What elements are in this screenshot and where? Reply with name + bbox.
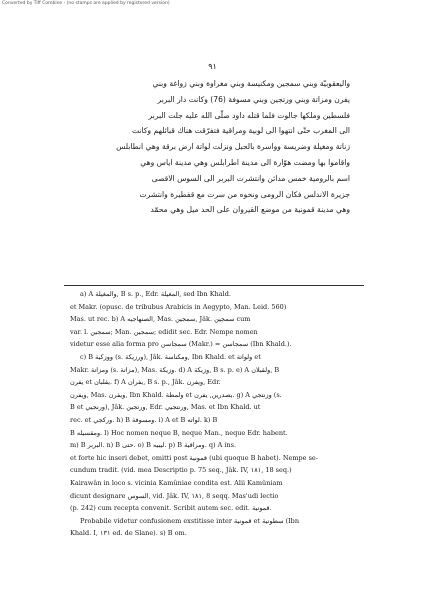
- arabic-text-line: اسم بالرومية خمس مدائن وانتشرت البربر الى السوس الاقصى: [151, 173, 350, 183]
- page-number: ٩١: [208, 62, 217, 71]
- footnote-divider: [64, 285, 364, 286]
- footnote-line: m) B البربر. n) B حتى. o) B ليبيه. p) B ومراقية. q) A ins.: [70, 441, 237, 450]
- footnote-line: B et ورنجيي), Jâk. ورتجين, Edr. ورنتجيي, Mas. et Ibn Khald. ut: [70, 403, 261, 412]
- footnote-line: dicunt designare السوس, vid. Jâk. IV, ۱۸۱, 8 seqq. Masʿudi lectio: [70, 491, 279, 500]
- footnote-line: يفرن et يقلبان. f) A بفران, B s. p., Jâk. ويفرن, Edr.: [70, 378, 221, 387]
- arabic-text-line: وهي مدينة قمونية من موضع القيروان على الحد ميل وهي محمّد: [150, 205, 350, 215]
- footnote-line: Mas. ut rec. b) A الصنهاجيه, Mas. سمجين, Jâk. سمجين cum: [70, 315, 251, 324]
- footnotes: [70, 288, 364, 540]
- arabic-main-text: [74, 76, 350, 218]
- footnote-line: Khald. I, ۱۳۱ ed. de Slane). s) B om.: [70, 529, 187, 538]
- footnote-line: et Makr. (opusc. de tribubus Arabicis in Aegypto, Man. Leid. 560): [70, 302, 287, 311]
- footnote-line: et forte hic inseri debet, omitti post قمونية (ubi quoque B habet). Nempe se-: [70, 453, 318, 462]
- footnote-line: cundum tradit. (vid. mea Descriptio p. 75 seq., Jâk. IV, ۱۸۱, 18 seq.): [70, 466, 292, 475]
- arabic-text-line: فلسطين وملكها جالوت فلما قتله داود صلّى الله عليه جلت البربر: [148, 110, 350, 120]
- footnote-line: a) A والمغيلة, B s. p., Edr. المغيلة, sed Ibn Khald.: [80, 290, 231, 298]
- footnote-line: (p. 242) cum recepta convenit. Scribit autem sec. edit. قمونية.: [70, 504, 272, 513]
- footnote-line: ويفرن, Mas. ويفرن, Ibn Khald. ولمطة et يصدرين, يفرن. g) A وزنتجي (s.: [70, 390, 282, 399]
- footnote-line: Makr. ومزاتة (s. مزاتة), Mas. وزيكة. d) A وزيكة, B s. p. e) A ولقبلان, B: [70, 365, 280, 374]
- arabic-text-line: زناتة ومغيلة وضريسة وواسرة بالجبل ونزلت لواتة ارض برقة وهي انطابلس: [116, 142, 350, 152]
- arabic-text-line: واقاموا بها ومضت هوّارة الى مدينة اطرابلس وهي مدينة اياس وهي: [140, 157, 350, 167]
- arabic-text-line: واليعقوبيّة وبني سمجين ومكنيسة وبني مغراوة وبني زواغة وبني: [152, 79, 350, 88]
- footnote-line: videtur esse alia forma pro سمجاسن (Makr.) = سمجاسن (Ibn Khald.).: [70, 340, 292, 349]
- converter-banner: Converted by Tiff Combine - (no stamps are applied by registered version): [2, 1, 170, 6]
- footnote-line: var. l. سمجين; Man. سمجين; edidit sec. Edr. Nempe nomen: [70, 327, 258, 336]
- arabic-text-line: جزيرة الاندلس فكان الرومى ونحوه من سرت مع قفطيرة وانتشرت: [139, 189, 350, 199]
- arabic-text-line: الى المغرب حتّى انتهوا الى لوبية ومراقية فتفرّقت هناك قبائلهم وكانت: [131, 126, 350, 136]
- footnote-line: rec. et وركجي. h) B ومسوفة. i) A et B لواته. k) B: [70, 415, 218, 424]
- footnote-line: c) B ووزكية (s. ورزيكة), Jâk. ومكناسة, Ibn Khald. et ولواتة et: [80, 352, 261, 361]
- footnote-line: Probabile videtur confusionem exstitisse inter قمونية et سطونية (Ibn: [80, 516, 300, 525]
- footnote-line: B ومقسيله. l) Hoc nomen neque B, neque Man., neque Edr. habent.: [70, 428, 288, 437]
- footnote-line: Kairawân in loco s. vicinia Kamûniae condita est. Alii Kamûniam: [70, 478, 283, 487]
- arabic-text-line: يفرن ومزاتة وبني ورتجين وبني مسوفة (76) وكانت دار البربر: [157, 94, 350, 104]
